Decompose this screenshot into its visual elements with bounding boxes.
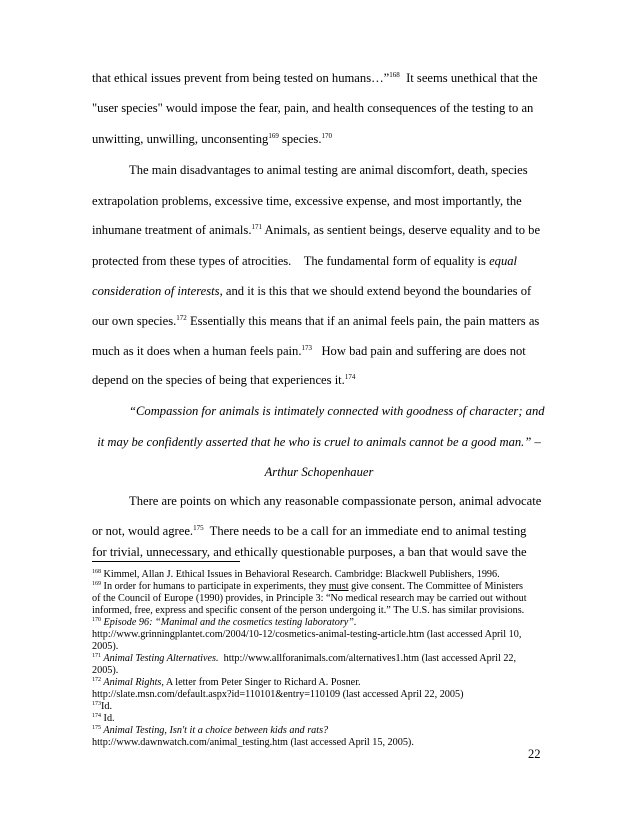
body-line: unwitting, unwilling, unconsenting$^{169}$ species.$^{170}$ [92,132,332,146]
body-line: The main disadvantages to animal testing are animal discomfort, death, species [129,163,528,177]
quote-line: it may be confidently asserted that he who is cruel to animals cannot be a good man.” – [97,435,541,449]
body-line: our own species.$^{172}$ Essentially this means that if an animal feels pain, the pain matters as [92,314,540,328]
body-line: or not, would agree.$^{175}$ There needs to be a call for an immediate end to animal testing [92,524,527,538]
footnote: $^{174}$ Id. [92,713,115,724]
footnote: $^{168}$ Kimmel, Allan J. Ethical Issues in Behavioral Research. Cambridge: Blackwell Publishers, 1996. [92,569,500,580]
footnote: http://www.dawnwatch.com/animal_testing.htm (last accessed April 15, 2005). [92,737,414,748]
quote-line: “Compassion for animals is intimately connected with goodness of character; and [129,404,545,418]
body-line: consideration of interests, and it is this that we should extend beyond the boundaries of [92,284,532,298]
footnote: http://slate.msn.com/default.aspx?id=110101&entry=110109 (last accessed April 22, 2005) [92,689,464,700]
footnote: $^{173}$Id. [92,701,113,712]
footnote: informed, free, express and specific consent of the person undergoing it.” The U.S. has similar provisions. [92,605,525,616]
body-line: depend on the species of being that experiences it.$^{174}$ [92,373,356,387]
footnote: http://www.grinningplantet.com/2004/10-12/cosmetics-animal-testing-article.htm (last accessed April 10, [92,629,522,640]
quote-attribution: Arthur Schopenhauer [264,465,374,479]
footnote: 2005). [92,641,119,652]
body-line: protected from these types of atrocities. The fundamental form of equality is equal [92,254,518,268]
page-number: 22 [528,747,541,761]
footnote: $^{171}$ Animal Testing Alternatives. http://www.allforanimals.com/alternatives1.htm (last accessed April 22, [92,653,517,664]
footnote: $^{170}$ Episode 96: “Manimal and the cosmetics testing laboratory”. [92,617,357,628]
footnote: $^{169}$ In order for humans to participate in experiments, they must give consent. The Committee of Ministers [92,581,523,592]
body-line: that ethical issues prevent from being tested on humans…”$^{168}$ It seems unethical that the [92,71,538,85]
footnote: of the Council of Europe (1990) provides, in Principle 3: “No medical research may be carried out without [92,593,527,604]
footnote: 2005). [92,665,119,676]
footnote: $^{175}$ Animal Testing, Isn't it a choice between kids and rats? [92,725,329,736]
footnote: $^{172}$ Animal Rights, A letter from Peter Singer to Richard A. Posner. [92,677,361,688]
footnote-divider [92,561,240,562]
body-line: for trivial, unnecessary, and ethically questionable purposes, a ban that would save the [92,545,527,559]
body-line: There are points on which any reasonable compassionate person, animal advocate [129,494,542,508]
body-line: inhumane treatment of animals.$^{171}$ Animals, as sentient beings, deserve equality and to be [92,223,541,237]
body-line: extrapolation problems, excessive time, excessive expense, and most importantly, the [92,194,522,208]
body-line: "user species" would impose the fear, pain, and health consequences of the testing to an [92,101,534,115]
body-line: much as it does when a human feels pain.$^{173}$ How bad pain and suffering are does not [92,344,526,358]
